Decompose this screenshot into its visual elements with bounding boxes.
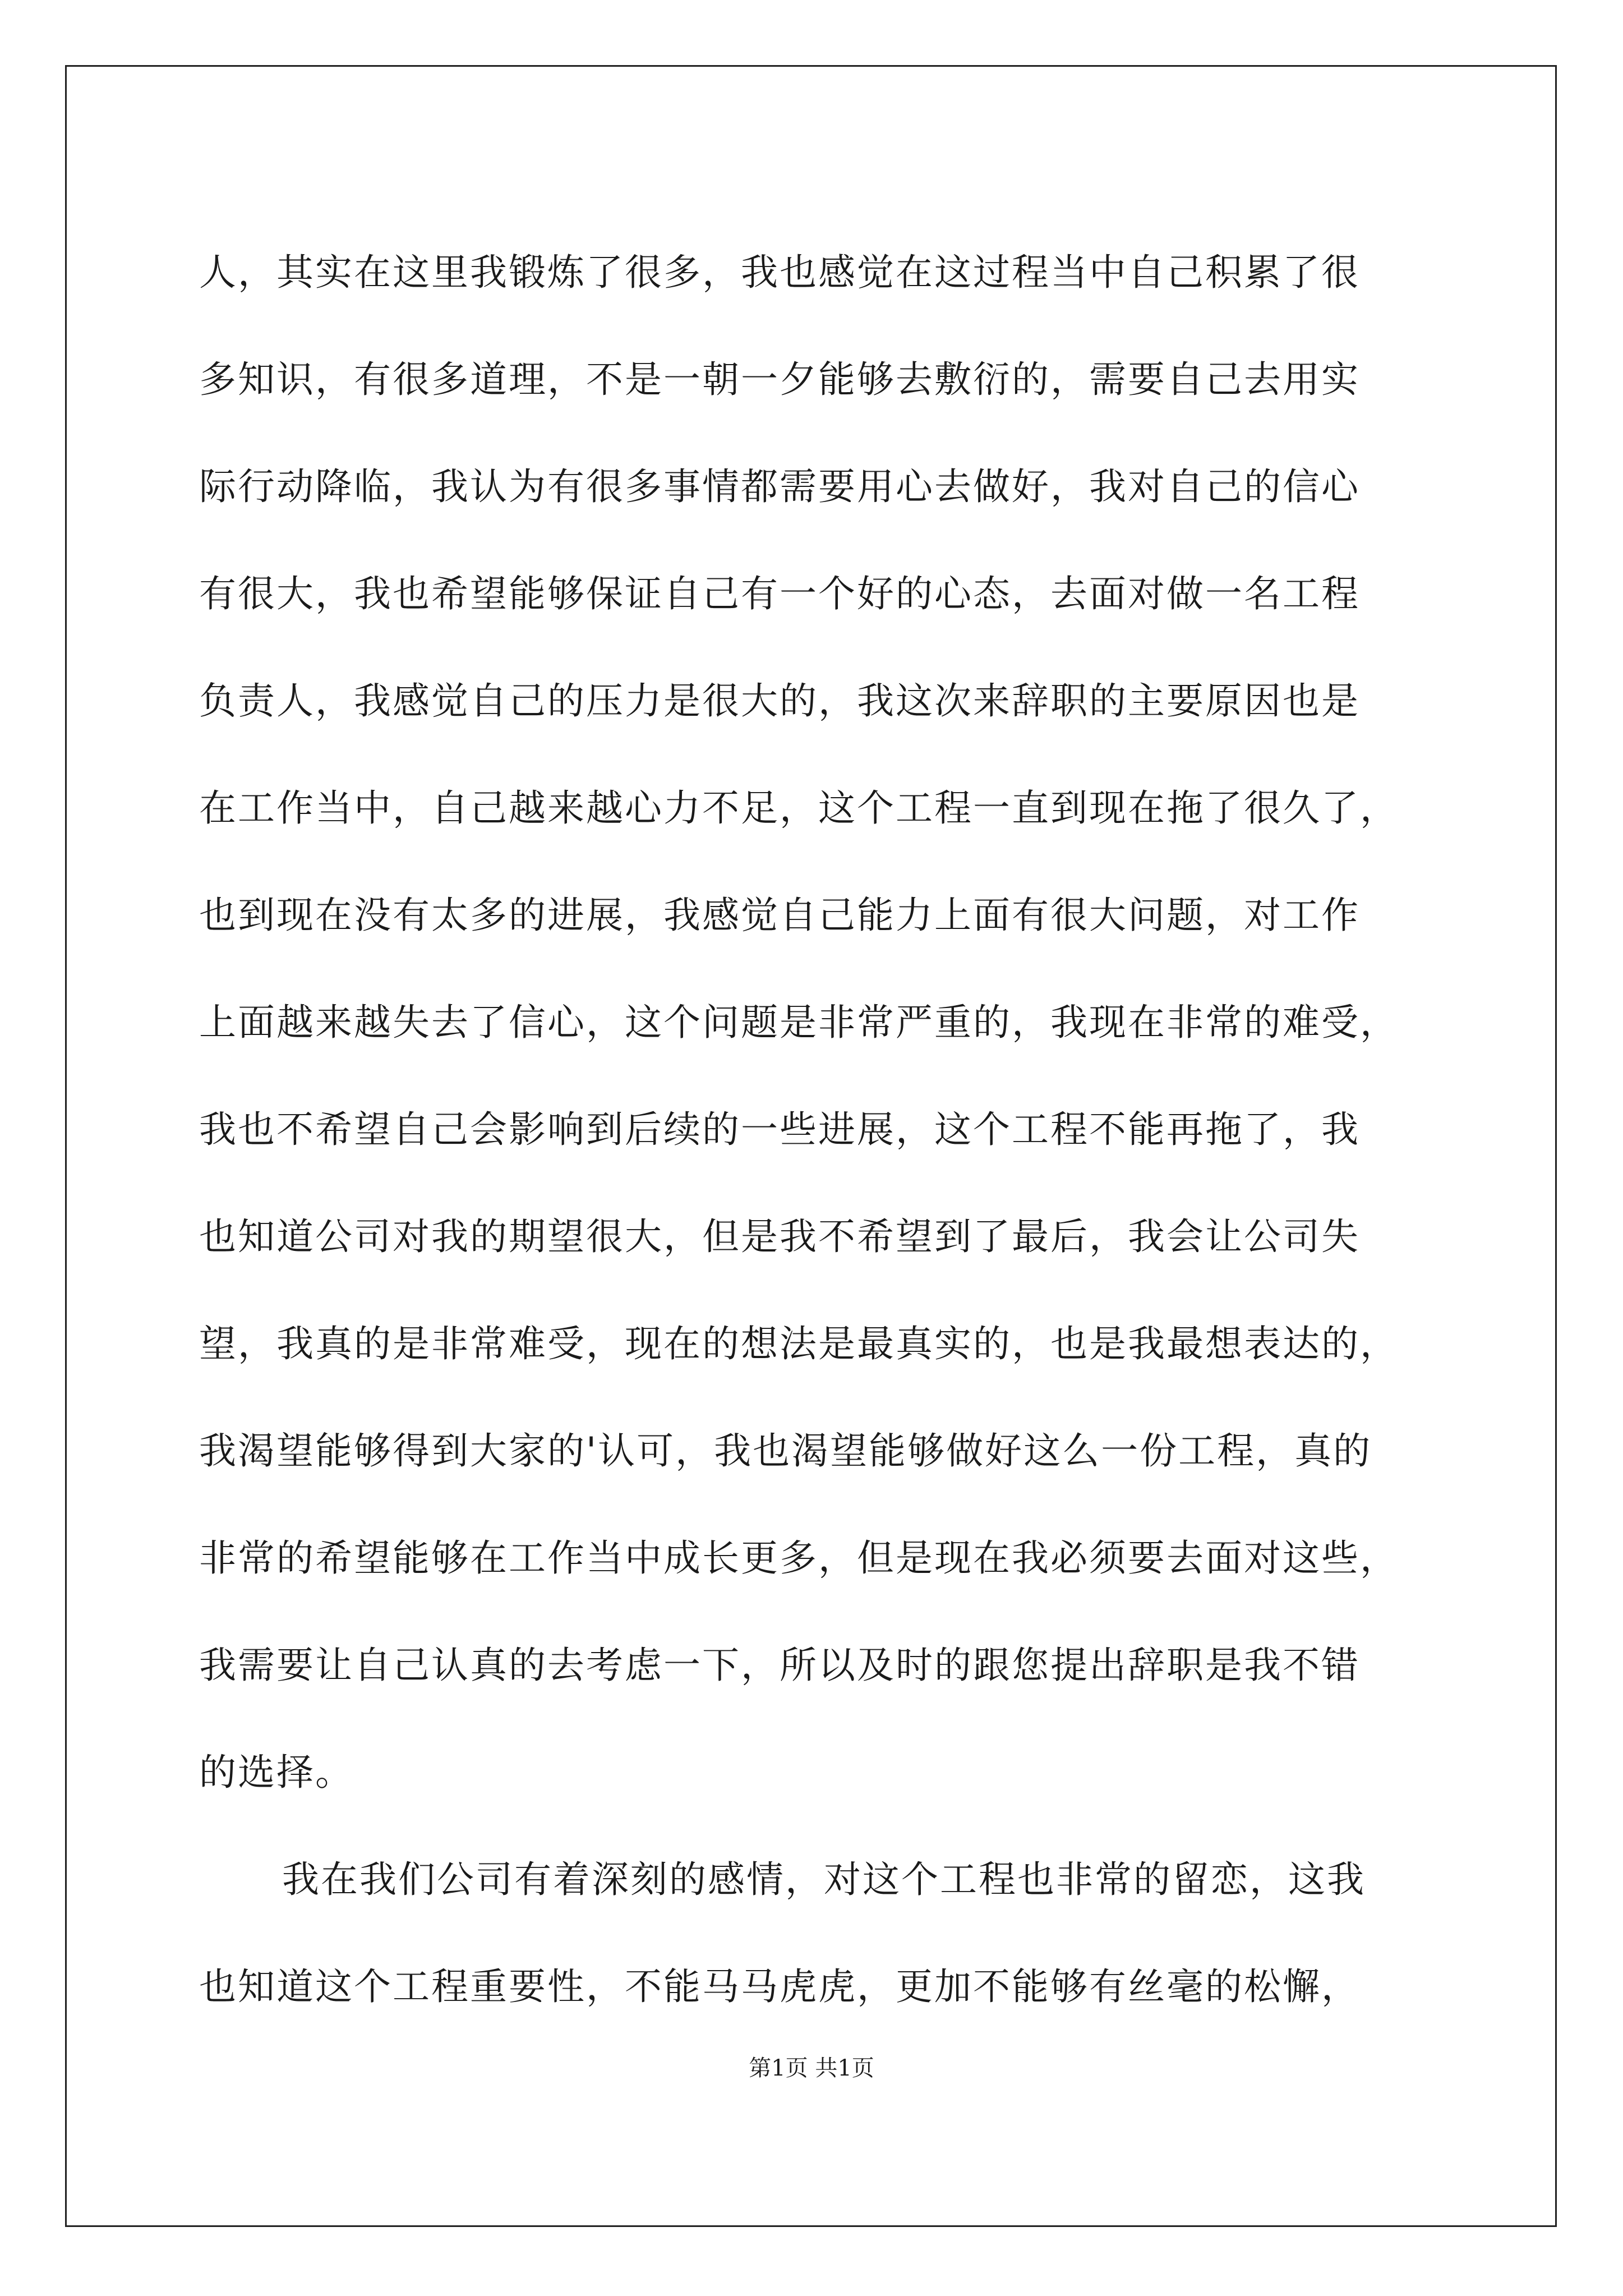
text-line: 望，我真的是非常难受，现在的想法是最真实的，也是我最想表达的， (199, 1322, 1399, 1365)
text-line: 我也不希望自己会影响到后续的一些进展，这个工程不能再拖了，我 (199, 1108, 1360, 1151)
text-line: 也知道公司对我的期望很大，但是我不希望到了最后，我会让公司失 (199, 1215, 1360, 1258)
text-line: 负责人，我感觉自己的压力是很大的，我这次来辞职的主要原因也是 (199, 679, 1360, 723)
paragraph-start-line: 我在我们公司有着深刻的感情，对这个工程也非常的留恋，这我 (282, 1858, 1366, 1901)
text-line: 也到现在没有太多的进展，我感觉自己能力上面有很大问题，对工作 (199, 894, 1360, 937)
text-line: 我需要让自己认真的去考虑一下，所以及时的跟您提出辞职是我不错 (199, 1644, 1360, 1687)
text-line: 上面越来越失去了信心，这个问题是非常严重的，我现在非常的难受， (199, 1001, 1399, 1044)
text-line: 在工作当中，自己越来越心力不足，这个工程一直到现在拖了很久了， (199, 786, 1399, 830)
text-line: 有很大，我也希望能够保证自己有一个好的心态，去面对做一名工程 (199, 572, 1360, 615)
text-line: 非常的希望能够在工作当中成长更多，但是现在我必须要去面对这些， (199, 1536, 1399, 1580)
document-body (199, 219, 1455, 2040)
text-line: 际行动降临，我认为有很多事情都需要用心去做好，我对自己的信心 (199, 465, 1360, 508)
page-footer: 第1页 共1页 (749, 2055, 874, 2081)
text-line: 我渴望能够得到大家的'认可，我也渴望能够做好这么一份工程，真的 (199, 1429, 1372, 1473)
text-line: 的选择。 (199, 1751, 354, 1794)
text-line: 人，其实在这里我锻炼了很多，我也感觉在这过程当中自己积累了很 (199, 251, 1360, 294)
text-line: 也知道这个工程重要性，不能马马虎虎，更加不能够有丝毫的松懈， (199, 1965, 1360, 2008)
text-line: 多知识，有很多道理，不是一朝一夕能够去敷衍的，需要自己去用实 (199, 358, 1360, 401)
